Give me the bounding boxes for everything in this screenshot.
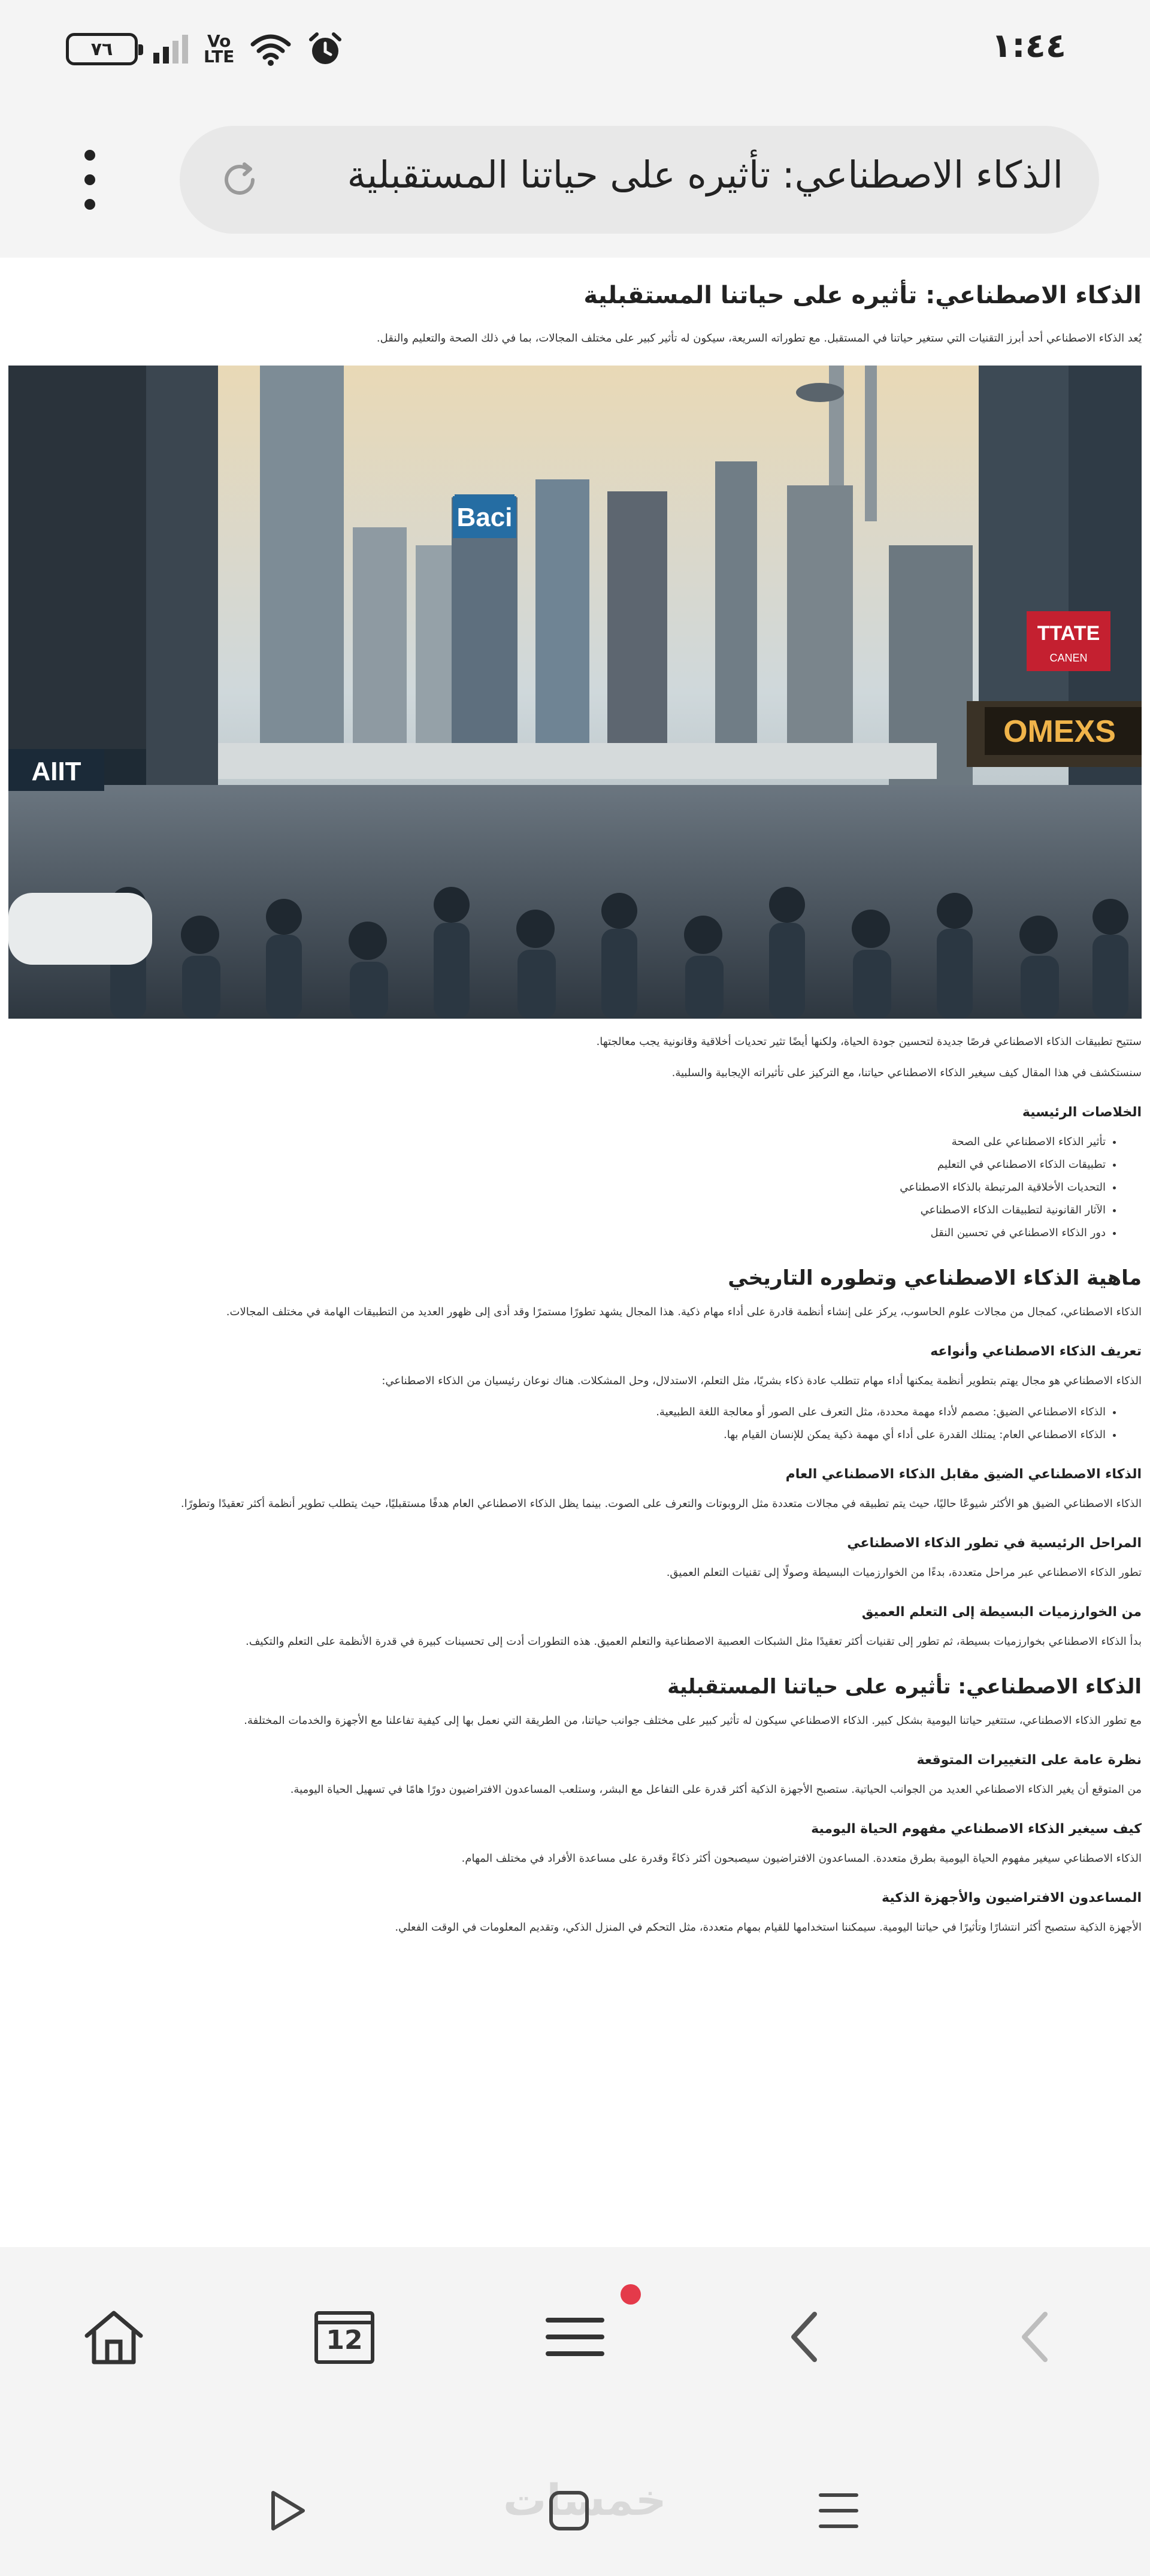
wifi-icon [250, 32, 292, 66]
baci-sign: Baci [456, 503, 513, 532]
signal-icon [153, 35, 188, 64]
paragraph-after-image-2: سنستكشف في هذا المقال كيف سيغير الذكاء الاصطناعي حياتنا، مع التركيز على تأثيراته الإيجابية والسلبية. [671, 1067, 1142, 1079]
status-icons [66, 31, 343, 67]
play-triangle-icon [264, 2487, 311, 2535]
recents-nav-button[interactable] [815, 2487, 862, 2537]
hero-image [8, 366, 1142, 1019]
overview-paragraph: من المتوقع أن يغير الذكاء الاصطناعي العديد من الجوانب الحياتية. ستصبح الأجهزة الذكية أكثر قدرة على التفاعل مع البشر، وستلعب المساعدون الافتراضيون دورًا هامًا في تسهيل الحياة اليومية. [290, 1783, 1142, 1796]
browser-toolbar [0, 120, 1150, 246]
key-takeaways-heading: الخلاصات الرئيسية [1022, 1105, 1142, 1120]
page-title-in-address-bar: الذكاء الاصطناعي: تأثيره على حياتنا المستقبلية [347, 153, 1063, 197]
menu-button[interactable] [539, 2301, 611, 2373]
recents-lines-icon [815, 2487, 862, 2535]
algorithms-paragraph: بدأ الذكاء الاصطناعي بخوارزميات بسيطة، ثم تطور إلى تقنيات أكثر تعقيدًا مثل الشبكات العصبية الاصطناعية والتعلم العميق. هذه التطورات أدت إلى تحسينات كبيرة في قدرة الأنظمة على التعلم والتكيف. [246, 1635, 1142, 1648]
watermark: خمسات [503, 2475, 667, 2525]
home-button[interactable] [78, 2301, 150, 2373]
tabs-button[interactable] [308, 2301, 380, 2373]
hamburger-icon [542, 2307, 608, 2367]
system-navigation-bar [0, 2415, 1150, 2576]
paragraph-after-image-1: ستتيح تطبيقات الذكاء الاصطناعي فرصًا جديدة لتحسين جودة الحياة، ولكنها أيضًا تثير تحديات أخلاقية وقانونية يجب معالجتها. [596, 1035, 1142, 1048]
aiit-sign: AIIT [31, 757, 81, 786]
stages-heading: المراحل الرئيسية في تطور الذكاء الاصطناعي [847, 1536, 1142, 1551]
reload-icon[interactable] [216, 156, 264, 204]
section1-heading: ماهية الذكاء الاصطناعي وتطوره التاريخي [728, 1266, 1142, 1290]
intro-paragraph: يُعد الذكاء الاصطناعي أحد أبرز التقنيات التي ستغير حياتنا في المستقبل. مع تطوراته السريعة، سيكون له تأثير كبير على مختلف المجالات، بما في ذلك الصحة والتعليم والنقل. [376, 332, 1142, 345]
algorithms-heading: من الخوارزميات البسيطة إلى التعلم العميق [861, 1605, 1142, 1620]
key-takeaway-item: • تأثير الذكاء الاصطناعي على الصحة [8, 1131, 1106, 1153]
browser-bottom-bar [0, 2253, 1150, 2415]
narrow-vs-general-paragraph: الذكاء الاصطناعي الضيق هو الأكثر شيوعًا حاليًا، حيث يتم تطبيقه في مجالات متعددة مثل الروبوتات والتعرف على الصوت. بينما يظل الذكاء الاصطناعي العام هدفًا مستقبليًا، حيث يتطلب تطوير أنظمة أكثر تعقيدًا وتطورًا. [180, 1497, 1142, 1510]
notification-dot [621, 2284, 641, 2305]
key-takeaway-item: • التحديات الأخلاقية المرتبطة بالذكاء الاصطناعي [8, 1176, 1106, 1199]
key-takeaway-item: • دور الذكاء الاصطناعي في تحسين النقل [8, 1222, 1106, 1245]
definition-item: • الذكاء الاصطناعي العام: يمتلك القدرة على أداء أي مهمة ذكية يمكن للإنسان القيام بها. [8, 1424, 1106, 1446]
key-takeaway-item: • الآثار القانونية لتطبيقات الذكاء الاصطناعي [8, 1199, 1106, 1222]
back-button[interactable] [770, 2301, 842, 2373]
home-nav-button[interactable] [545, 2487, 593, 2537]
battery-level: ٧٦ [90, 38, 113, 60]
forward-button[interactable] [1000, 2301, 1072, 2373]
article-title: الذكاء الاصطناعي: تأثيره على حياتنا المستقبلية [583, 282, 1142, 309]
definition-list [8, 1401, 1106, 1446]
titate-sign: TTATE [1037, 622, 1100, 645]
chevron-left-disabled-icon [1003, 2307, 1069, 2367]
narrow-vs-general-heading: الذكاء الاصطناعي الضيق مقابل الذكاء الاصطناعي العام [785, 1467, 1142, 1482]
key-takeaways-list [8, 1131, 1106, 1245]
city-illustration [8, 366, 1142, 1019]
tabs-count: 12 [326, 2325, 363, 2355]
section2-heading: الذكاء الاصطناعي: تأثيره على حياتنا المستقبلية [667, 1675, 1142, 1699]
section2-paragraph: مع تطور الذكاء الاصطناعي، ستتغير حياتنا اليومية بشكل كبير. الذكاء الاصطناعي سيكون له تأثير كبير على مختلف جوانب حياتنا، من الطريقة التي نعمل بها إلى كيفية تفاعلنا مع الأجهزة والخدمات المختلفة. [244, 1714, 1142, 1727]
assistants-heading: المساعدون الافتراضيون والأجهزة الذكية [882, 1891, 1142, 1905]
definition-item: • الذكاء الاصطناعي الضيق: مصمم لأداء مهمة محددة، مثل التعرف على الصور أو معالجة اللغة الطبيعية. [8, 1401, 1106, 1424]
daily-life-paragraph: الذكاء الاصطناعي سيغير مفهوم الحياة اليومية بطرق متعددة. المساعدون الافتراضيون سيصبحون أكثر ذكاءً وقدرة على مساعدة الأفراد في مختلف المهام. [461, 1852, 1142, 1865]
assistants-paragraph: الأجهزة الذكية ستصبح أكثر انتشارًا وتأثيرًا في حياتنا اليومية. سيمكننا استخدامها للقيام بمهام متعددة، مثل التحكم في المنزل الذكي، وتقديم المعلومات في الوقت الفعلي. [395, 1921, 1142, 1934]
status-bar [0, 0, 1150, 102]
alarm-icon [307, 31, 343, 67]
overview-heading: نظرة عامة على التغييرات المتوقعة [916, 1753, 1142, 1768]
article [0, 258, 1150, 2247]
home-icon [81, 2307, 147, 2367]
section1-paragraph: الذكاء الاصطناعي، كمجال من مجالات علوم الحاسوب، يركز على إنشاء أنظمة قادرة على أداء مهام ذكية. هذا المجال يشهد تطورًا مستمرًا وقد أدى إلى ظهور العديد من التطبيقات الهامة في مختلف المجالات. [226, 1306, 1142, 1318]
titate-sub-sign: CANEN [1049, 652, 1088, 664]
volte-icon: Vo LTE [204, 31, 235, 67]
definition-paragraph: الذكاء الاصطناعي هو مجال يهتم بتطوير أنظمة يمكنها أداء مهام تتطلب عادة ذكاء بشريًا، مثل التعلم، الاستدلال، وحل المشكلات. هناك نوعان رئيسيان من الذكاء الاصطناعي: [382, 1375, 1142, 1387]
definition-heading: تعريف الذكاء الاصطناعي وأنواعه [930, 1344, 1142, 1359]
key-takeaway-item: • تطبيقات الذكاء الاصطناعي في التعليم [8, 1153, 1106, 1176]
stages-paragraph: تطور الذكاء الاصطناعي عبر مراحل متعددة، بدءًا من الخوارزميات البسيطة وصولًا إلى تقنيات التعلم العميق. [666, 1566, 1142, 1579]
back-nav-button[interactable] [264, 2487, 311, 2537]
daily-life-heading: كيف سيغير الذكاء الاصطناعي مفهوم الحياة اليومية [811, 1822, 1142, 1837]
square-icon [545, 2487, 593, 2535]
chevron-left-icon [773, 2307, 839, 2367]
omexs-sign: OMEXS [1003, 714, 1116, 749]
clock: ١:٤٤ [991, 26, 1066, 65]
drone-icon [796, 383, 844, 402]
battery-icon [66, 33, 138, 65]
address-bar[interactable] [180, 126, 1099, 234]
more-menu-icon[interactable] [78, 150, 102, 210]
